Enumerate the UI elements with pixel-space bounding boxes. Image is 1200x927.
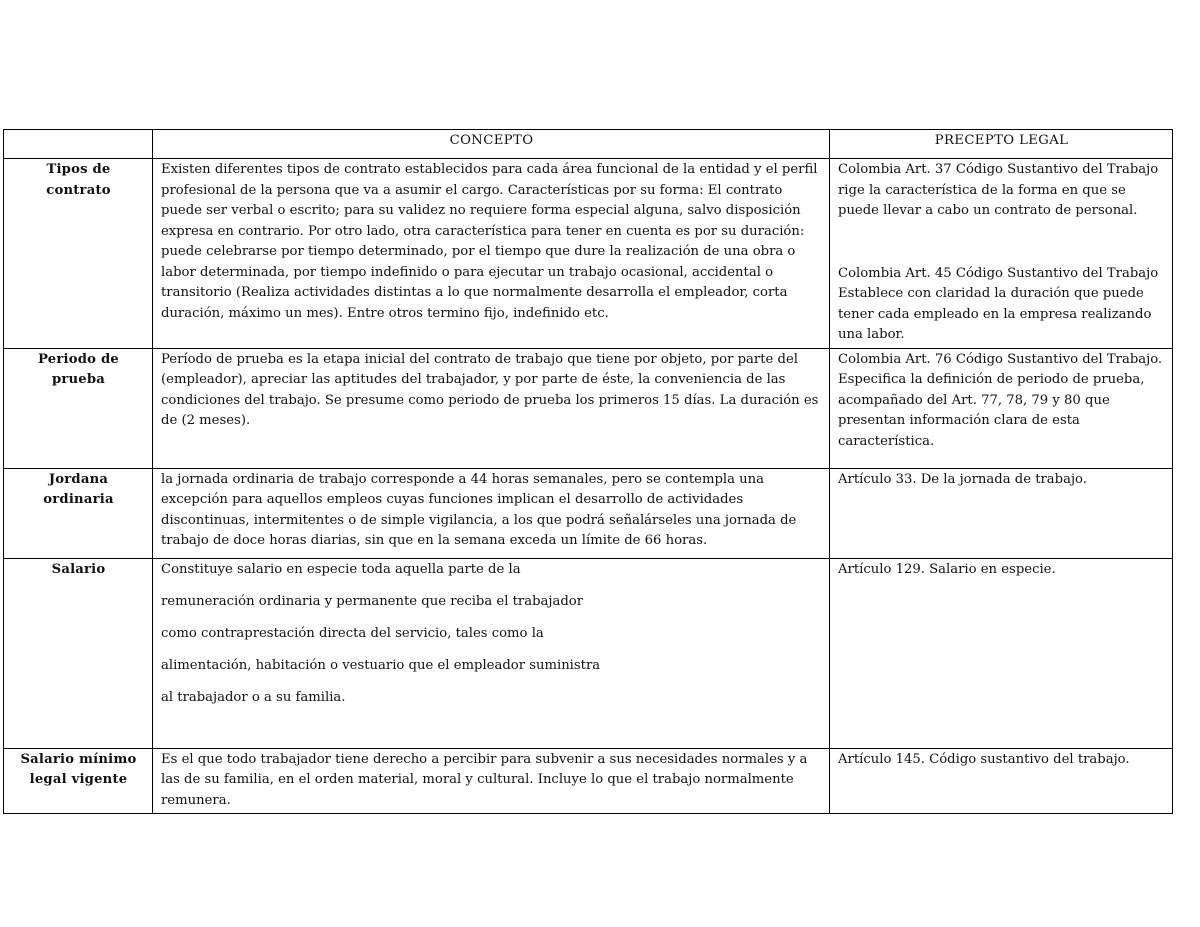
precepto-cell: Artículo 33. De la jornada de trabajo. xyxy=(830,468,1173,558)
concepto-line: Constituye salario en especie toda aquella parte de la xyxy=(161,561,521,577)
concepto-cell: Período de prueba es la etapa inicial del contrato de trabajo que tiene por objeto, por parte del (empleador), apreciar las aptitudes del trabajador, y por parte de éste, la conveniencia de las condiciones del trabajo. Se presume como periodo de prueba los primeros 15 días. La duración es de (2 meses). xyxy=(153,348,830,468)
table-row xyxy=(4,468,1173,558)
row-label: Tipos de contrato xyxy=(4,159,153,349)
precepto-paragraph: Colombia Art. 45 Código Sustantivo del Trabajo Establece con claridad la duración que puede tener cada empleado en la empresa realizando una labor. xyxy=(838,265,1159,342)
concepto-cell: Es el que todo trabajador tiene derecho a percibir para subvenir a sus necesidades normales y a las de su familia, en el orden material, moral y cultural. Incluye lo que el trabajo normalmente remunera. xyxy=(153,748,830,814)
header-precepto-legal: PRECEPTO LEGAL xyxy=(830,130,1173,159)
precepto-cell: Colombia Art. 76 Código Sustantivo del Trabajo. Especifica la definición de periodo de prueba, acompañado del Art. 77, 78, 79 y 80 que presentan información clara de esta característica. xyxy=(830,348,1173,468)
header-concepto: CONCEPTO xyxy=(153,130,830,159)
header-empty xyxy=(4,130,153,159)
concepto-cell: la jornada ordinaria de trabajo corresponde a 44 horas semanales, pero se contempla una excepción para aquellos empleos cuyas funciones implican el desarrollo de actividades discontinuas, intermitentes o de simple vigilancia, a los que podrá señalárseles una jornada de trabajo de doce horas diarias, sin que en la semana exceda un límite de 66 horas. xyxy=(153,468,830,558)
concepto-cell: Existen diferentes tipos de contrato establecidos para cada área funcional de la entidad y el perfil profesional de la persona que va a asumir el cargo. Características por su forma: El contrato puede ser verbal o escrito; para su validez no requiere forma especial alguna, salvo disposición expresa en contrario. Por otro lado, otra característica para tener en cuenta es por su duración: puede celebrarse por tiempo determinado, por el tiempo que dure la realización de una obra o labor determinada, por tiempo indefinido o para ejecutar un trabajo ocasional, accidental o transitorio (Realiza actividades distintas a lo que normalmente desarrolla el empleador, corta duración, máximo un mes). Entre otros termino fijo, indefinido etc. xyxy=(153,159,830,349)
precepto-cell: Artículo 129. Salario en especie. xyxy=(830,558,1173,748)
header-row xyxy=(4,130,1173,159)
precepto-cell: Artículo 145. Código sustantivo del trabajo. xyxy=(830,748,1173,814)
concepto-cell xyxy=(153,558,830,748)
row-label: Salario mínimo legal vigente xyxy=(4,748,153,814)
concepto-line: alimentación, habitación o vestuario que el empleador suministra xyxy=(161,658,601,674)
concepto-line: remuneración ordinaria y permanente que reciba el trabajador xyxy=(161,593,584,609)
precepto-paragraph: Colombia Art. 37 Código Sustantivo del Trabajo rige la característica de la forma en que se puede llevar a cabo un contrato de personal. xyxy=(838,162,1159,218)
paragraph-gap xyxy=(838,222,1165,264)
table-row xyxy=(4,159,1173,349)
labor-law-table xyxy=(3,129,1173,814)
row-label: Salario xyxy=(4,558,153,748)
row-label: Periodo de prueba xyxy=(4,348,153,468)
row-label: Jordana ordinaria xyxy=(4,468,153,558)
concepto-line: como contraprestación directa del servicio, tales como la xyxy=(161,625,544,641)
precepto-cell xyxy=(830,159,1173,349)
concepto-line: al trabajador o a su familia. xyxy=(161,690,346,706)
table-row xyxy=(4,748,1173,814)
table-row xyxy=(4,348,1173,468)
table-row xyxy=(4,558,1173,748)
